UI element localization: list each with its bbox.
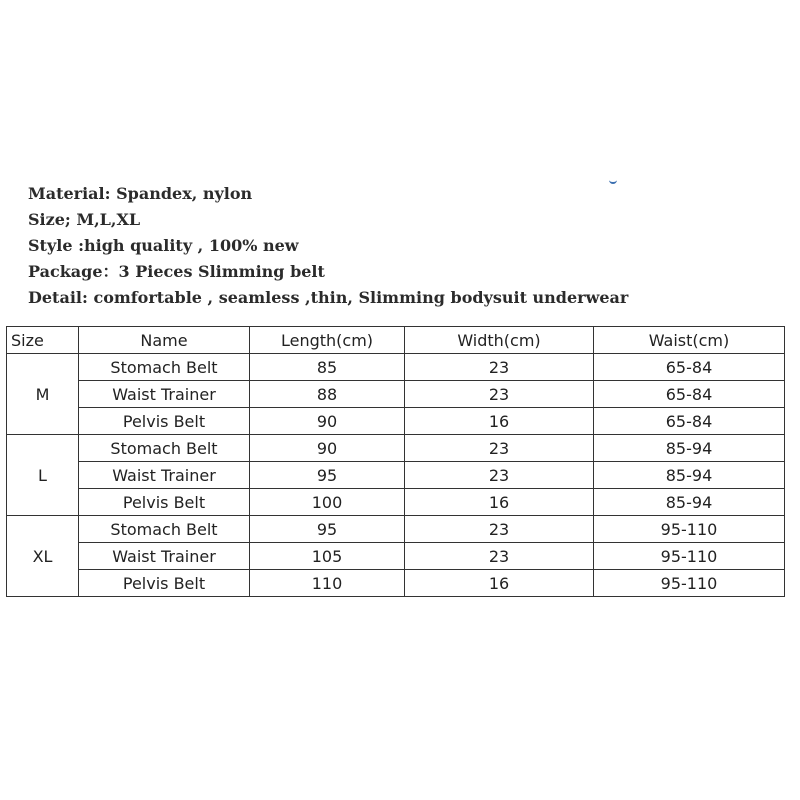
waist-cell: 85-94 — [594, 489, 785, 516]
waist-cell: 95-110 — [594, 543, 785, 570]
name-cell: Waist Trainer — [79, 462, 250, 489]
package-line: Package：3 Pieces Slimming belt — [28, 262, 325, 281]
waist-cell: 65-84 — [594, 381, 785, 408]
waist-cell: 65-84 — [594, 354, 785, 381]
header-name: Name — [79, 327, 250, 354]
table-row — [7, 354, 785, 381]
waist-cell: 95-110 — [594, 516, 785, 543]
length-cell: 95 — [250, 462, 405, 489]
table-row — [7, 462, 785, 489]
size-group-label: XL — [7, 516, 79, 597]
table-header-row — [7, 327, 785, 354]
width-cell: 23 — [405, 543, 594, 570]
header-size: Size — [7, 327, 79, 354]
width-cell: 23 — [405, 354, 594, 381]
length-cell: 88 — [250, 381, 405, 408]
name-cell: Stomach Belt — [79, 354, 250, 381]
waist-cell: 95-110 — [594, 570, 785, 597]
name-cell: Stomach Belt — [79, 435, 250, 462]
name-cell: Pelvis Belt — [79, 570, 250, 597]
name-cell: Pelvis Belt — [79, 408, 250, 435]
width-cell: 16 — [405, 489, 594, 516]
detail-line: Detail: comfortable , seamless ,thin, Slimming bodysuit underwear — [28, 288, 629, 307]
name-cell: Stomach Belt — [79, 516, 250, 543]
waist-cell: 85-94 — [594, 462, 785, 489]
table-row — [7, 408, 785, 435]
waist-cell: 85-94 — [594, 435, 785, 462]
length-cell: 90 — [250, 408, 405, 435]
table-row — [7, 381, 785, 408]
header-waist: Waist(cm) — [594, 327, 785, 354]
name-cell: Pelvis Belt — [79, 489, 250, 516]
table-row — [7, 543, 785, 570]
size-group-label: M — [7, 354, 79, 435]
waist-cell: 65-84 — [594, 408, 785, 435]
width-cell: 16 — [405, 408, 594, 435]
width-cell: 16 — [405, 570, 594, 597]
width-cell: 23 — [405, 435, 594, 462]
length-cell: 105 — [250, 543, 405, 570]
size-chart-table — [6, 326, 785, 597]
length-cell: 95 — [250, 516, 405, 543]
size-line: Size; M,L,XL — [28, 210, 141, 229]
table-row — [7, 516, 785, 543]
length-cell: 110 — [250, 570, 405, 597]
length-cell: 90 — [250, 435, 405, 462]
product-details — [28, 181, 628, 311]
width-cell: 23 — [405, 516, 594, 543]
length-cell: 100 — [250, 489, 405, 516]
name-cell: Waist Trainer — [79, 543, 250, 570]
header-length: Length(cm) — [250, 327, 405, 354]
width-cell: 23 — [405, 462, 594, 489]
table-row — [7, 489, 785, 516]
header-width: Width(cm) — [405, 327, 594, 354]
style-line: Style :high quality , 100% new — [28, 236, 299, 255]
width-cell: 23 — [405, 381, 594, 408]
table-row — [7, 435, 785, 462]
table-row — [7, 570, 785, 597]
name-cell: Waist Trainer — [79, 381, 250, 408]
material-line: Material: Spandex, nylon — [28, 184, 253, 203]
size-group-label: L — [7, 435, 79, 516]
length-cell: 85 — [250, 354, 405, 381]
